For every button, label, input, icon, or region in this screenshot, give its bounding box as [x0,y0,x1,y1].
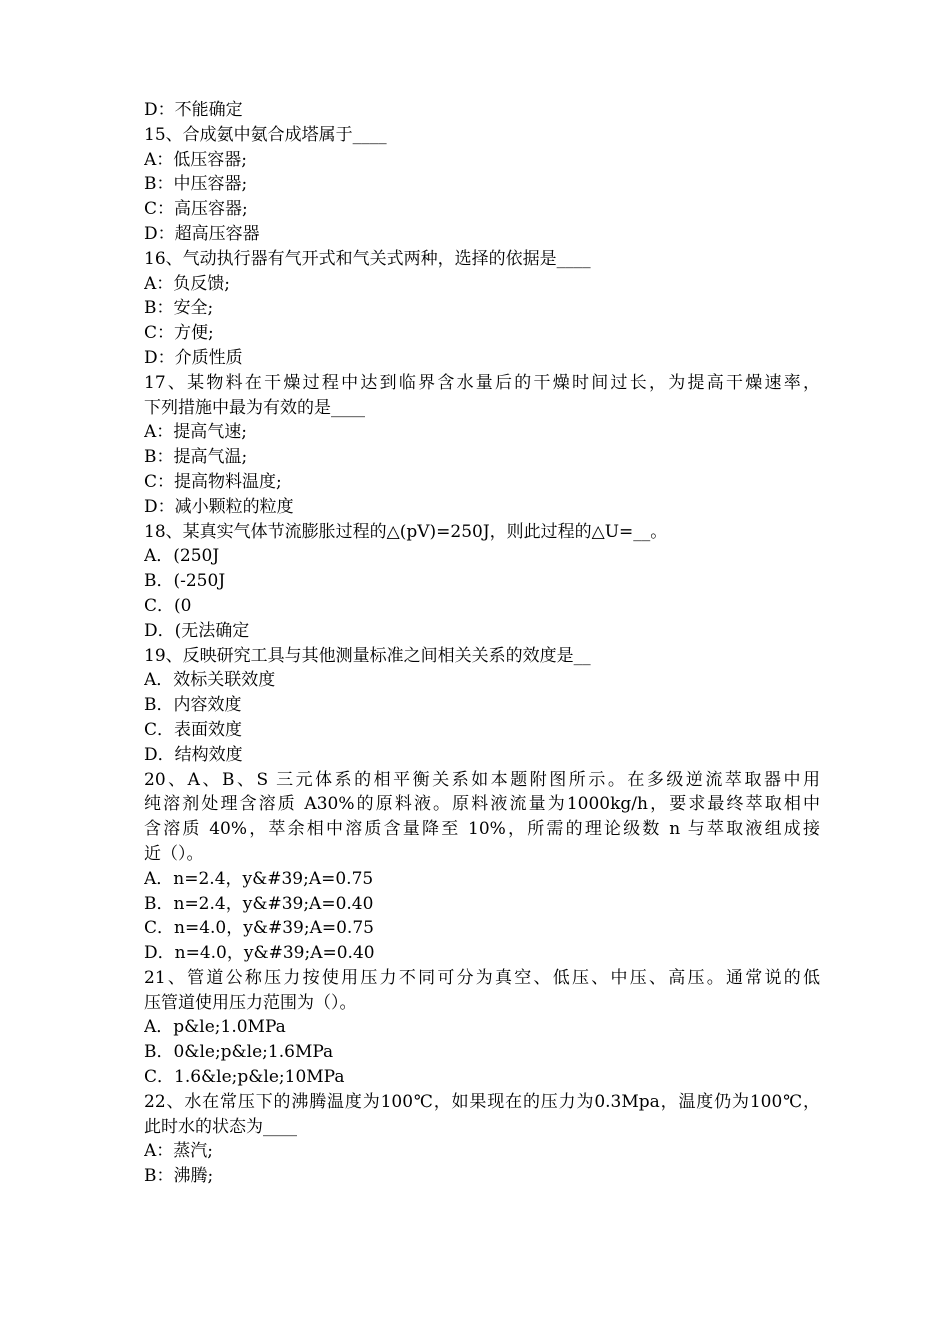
option-c-q16: C：方便; [144,323,214,344]
option-d-q18: D．(无法确定 [144,620,250,641]
question-18: 18、某真实气体节流膨胀过程的△(pV)=250J，则此过程的△U=__。 [144,521,668,542]
question-16: 16、气动执行器有气开式和气关式两种，选择的依据是____ [144,248,591,269]
option-a-q15: A：低压容器; [144,149,248,170]
option-c-q19: C．表面效度 [144,719,243,740]
question-20-line-4: 近（）。 [144,843,204,864]
question-17-line-1: 17、某物料在干燥过程中达到临界含水量后的干燥时间过长，为提高干燥速率， [144,372,820,393]
option-b-q19: B．内容效度 [144,695,242,716]
question-19: 19、反映研究工具与其他测量标准之间相关关系的效度是__ [144,645,591,666]
question-22-line-2: 此时水的状态为____ [144,1116,297,1137]
question-15: 15、合成氨中氨合成塔属于____ [144,124,387,145]
option-a-q21: A．p&le;1.0MPa [144,1017,286,1038]
question-21-line-1: 21、管道公称压力按使用压力不同可分为真空、低压、中压、高压。通常说的低 [144,967,820,988]
option-b-q18: B．(-250J [144,571,226,592]
option-d-q20: D．n=4.0，y&#39;A=0.40 [144,943,375,964]
option-b-q16: B：安全; [144,298,214,319]
option-b-q17: B：提高气温; [144,447,248,468]
option-d-q15: D：超高压容器 [144,223,260,244]
option-b-q22: B：沸腾; [144,1166,214,1187]
option-a-q22: A：蒸汽; [144,1141,214,1162]
question-20-line-1: 20、A、B、S 三元体系的相平衡关系如本题附图所示。在多级逆流萃取器中用 [144,769,820,790]
option-c-q17: C：提高物料温度; [144,471,282,492]
question-20-line-3: 含溶质 40%，萃余相中溶质含量降至 10%，所需的理论级数 n 与萃取液组成接 [144,819,820,840]
question-22-line-1: 22、水在常压下的沸腾温度为100℃，如果现在的压力为0.3Mpa，温度仍为100℃， [144,1091,820,1112]
option-b-q21: B．0&le;p&le;1.6MPa [144,1042,334,1063]
option-a-q18: A．(250J [144,546,220,567]
option-c-q15: C：高压容器; [144,199,248,220]
option-d-q19: D．结构效度 [144,744,243,765]
option-d-q16: D：介质性质 [144,347,243,368]
option-a-q19: A．效标关联效度 [144,670,276,691]
option-b-q20: B．n=2.4，y&#39;A=0.40 [144,893,374,914]
question-21-line-2: 压管道使用压力范围为（）。 [144,992,357,1013]
option-d-q14: D：不能确定 [144,100,243,120]
option-c-q18: C．(0 [144,595,192,616]
option-b-q15: B：中压容器; [144,174,248,195]
question-text [144,98,820,1189]
option-c-q20: C．n=4.0，y&#39;A=0.75 [144,918,374,939]
question-20-line-2: 纯溶剂处理含溶质 A30%的原料液。原料液流量为1000kg/h，要求最终萃取相中 [144,794,820,815]
option-a-q17: A：提高气速; [144,422,248,443]
option-a-q20: A．n=2.4，y&#39;A=0.75 [144,868,374,889]
question-17-line-2: 下列措施中最为有效的是____ [144,397,365,418]
option-a-q16: A：负反馈; [144,273,231,294]
option-d-q17: D：减小颗粒的粒度 [144,496,294,517]
option-c-q21: C．1.6&le;p&le;10MPa [144,1067,345,1088]
